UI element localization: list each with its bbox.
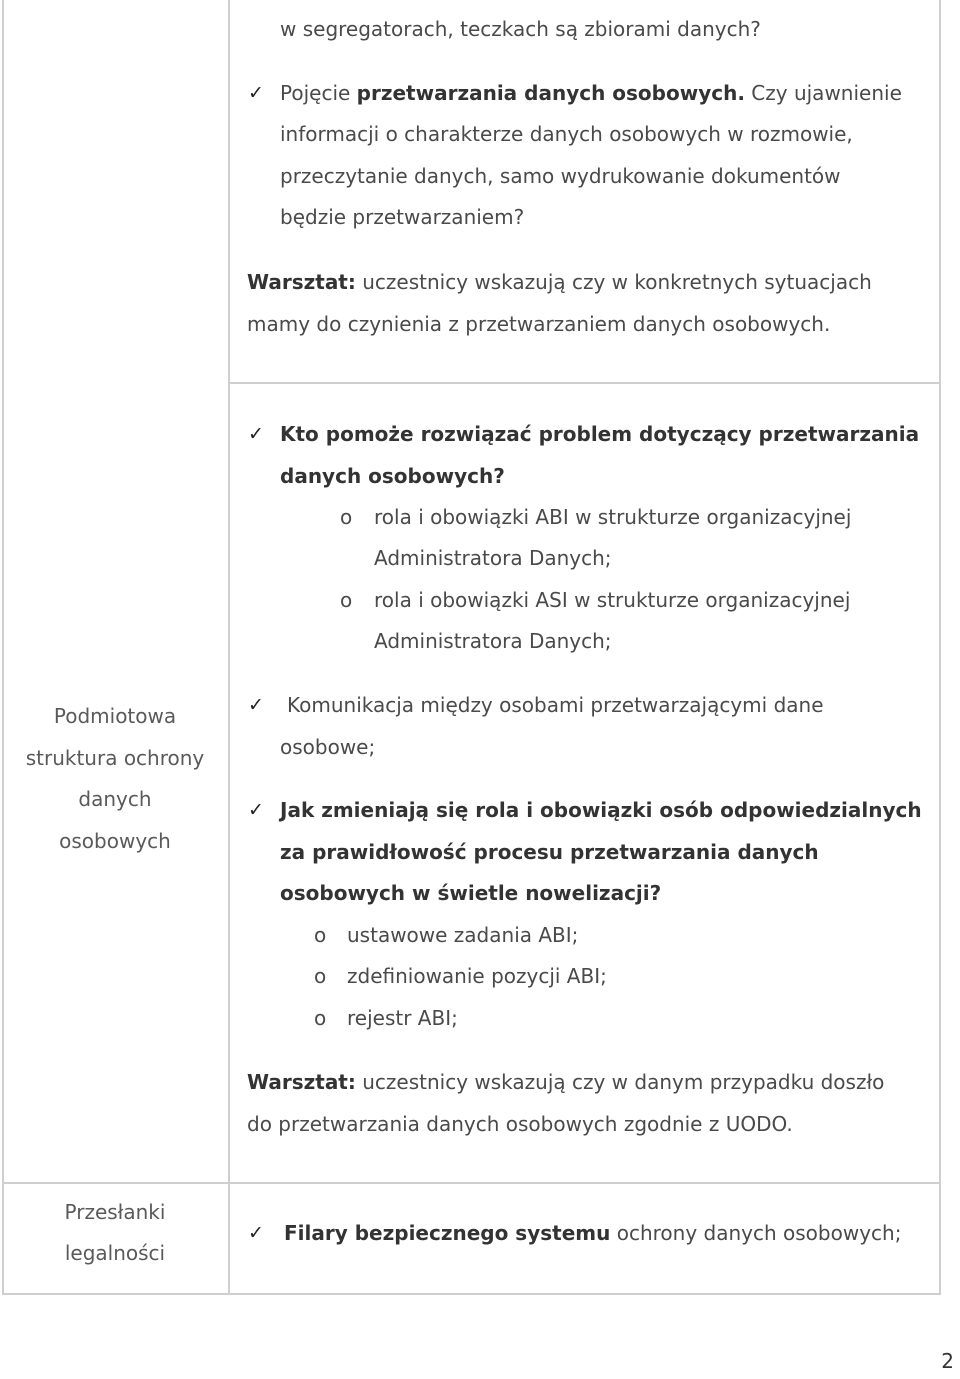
table-border-right <box>939 0 941 1295</box>
table-border-bottom <box>2 1293 941 1295</box>
row3-item: Filary bezpiecznego systemu ochrony danych osobowych; <box>284 1221 902 1245</box>
row2-q2-line1: Komunikacja między osobami przetwarzającymi dane <box>287 693 824 717</box>
table-column-divider <box>228 0 230 1295</box>
row-divider-2 <box>2 1182 941 1184</box>
row2-q1-line2: danych osobowych? <box>280 464 505 488</box>
row2-q3-sub2: zdefiniowanie pozycji ABI; <box>347 964 607 988</box>
row-divider-1 <box>228 382 941 384</box>
row2-q1-sub2-line2: Administratora Danych; <box>374 629 612 653</box>
row1-continuation-line: w segregatorach, teczkach są zbiorami danych? <box>280 17 761 41</box>
row2-left-label-3: danych <box>78 787 152 811</box>
check-icon: ✓ <box>248 799 264 821</box>
row1-item-line1: Pojęcie przetwarzania danych osobowych. Czy ujawnienie <box>280 81 902 105</box>
row3-left-label-2: legalności <box>64 1241 166 1265</box>
row2-q3-sub1: ustawowe zadania ABI; <box>347 923 579 947</box>
row2-left-label-4: osobowych <box>59 829 171 853</box>
row2-q2-line2: osobowe; <box>280 735 376 759</box>
check-icon: ✓ <box>248 82 264 104</box>
row2-q1-sub1-line2: Administratora Danych; <box>374 546 612 570</box>
row2-q3-line2: za prawidłowość procesu przetwarzania danych <box>280 840 819 864</box>
workshop-label: Warsztat: <box>247 1070 356 1094</box>
check-icon: ✓ <box>248 423 264 445</box>
row3-item-bold: Filary bezpiecznego systemu <box>284 1221 611 1245</box>
row2-q1-sub2-line1: rola i obowiązki ASI w strukturze organizacyjnej <box>374 588 851 612</box>
bullet-icon: o <box>314 923 327 947</box>
row1-workshop-line2: mamy do czynienia z przetwarzaniem danych osobowych. <box>247 312 831 336</box>
row2-workshop-line2: do przetwarzania danych osobowych zgodnie z UODO. <box>247 1112 793 1136</box>
row1-item-bold: przetwarzania danych osobowych. <box>356 81 745 105</box>
row1-workshop-line1: Warsztat: uczestnicy wskazują czy w konkretnych sytuacjach <box>247 270 872 294</box>
row2-q3-line1: Jak zmieniają się rola i obowiązki osób odpowiedzialnych <box>280 798 922 822</box>
row1-item-line3: przeczytanie danych, samo wydrukowanie dokumentów <box>280 164 841 188</box>
row1-item-line2: informacji o charakterze danych osobowych w rozmowie, <box>280 122 853 146</box>
row2-left-label-2: struktura ochrony <box>25 746 205 770</box>
row3-left-label-1: Przesłanki <box>64 1200 166 1224</box>
workshop-label: Warsztat: <box>247 270 356 294</box>
row2-left-label-1: Podmiotowa <box>53 704 177 728</box>
row2-q1-sub1-line1: rola i obowiązki ABI w strukturze organizacyjnej <box>374 505 852 529</box>
check-icon: ✓ <box>248 694 264 716</box>
table-border-left <box>2 0 4 1295</box>
bullet-icon: o <box>314 1006 327 1030</box>
check-icon: ✓ <box>248 1222 264 1244</box>
row2-q1-line1: Kto pomoże rozwiązać problem dotyczący przetwarzania <box>280 422 920 446</box>
page-number: 2 <box>941 1349 954 1373</box>
row2-q3-line3: osobowych w świetle nowelizacji? <box>280 881 662 905</box>
bullet-icon: o <box>340 505 353 529</box>
bullet-icon: o <box>340 588 353 612</box>
row2-workshop-line1: Warsztat: uczestnicy wskazują czy w danym przypadku doszło <box>247 1070 885 1094</box>
row2-q3-sub3: rejestr ABI; <box>347 1006 458 1030</box>
row1-item-line4: będzie przetwarzaniem? <box>280 205 525 229</box>
bullet-icon: o <box>314 964 327 988</box>
